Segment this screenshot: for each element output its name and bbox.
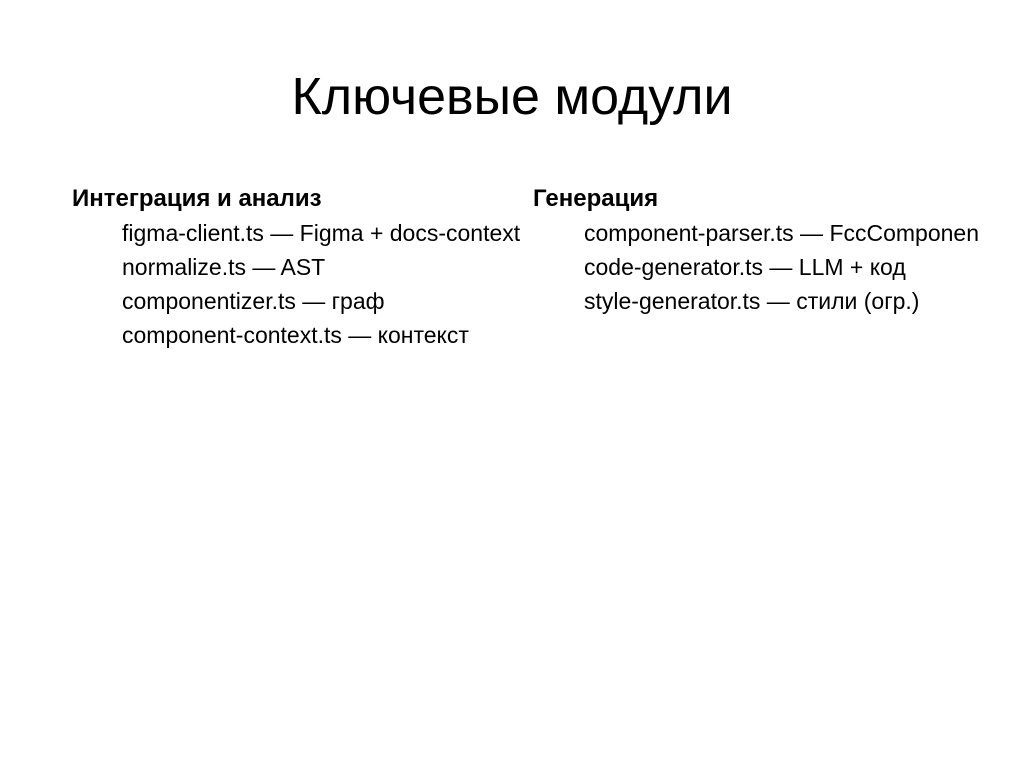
slide-title: Ключевые модули: [291, 68, 733, 126]
list-item: style-generator.ts — стили (огр.): [584, 288, 920, 314]
column-heading: Интеграция и анализ: [72, 185, 322, 212]
module-list: [72, 216, 520, 352]
list-item: normalize.ts — AST: [122, 254, 326, 280]
column-integration-analysis: [72, 182, 520, 352]
list-item: component-context.ts — контекст: [122, 322, 469, 348]
module-list: [533, 216, 979, 318]
list-item: componentizer.ts — граф: [122, 288, 385, 314]
list-item: figma-client.ts — Figma + docs-context: [122, 220, 521, 246]
list-item: code-generator.ts — LLM + код: [584, 254, 906, 280]
column-generation: [533, 182, 979, 318]
column-heading: Генерация: [533, 185, 659, 212]
list-item: component-parser.ts — FccComponen: [584, 220, 980, 246]
